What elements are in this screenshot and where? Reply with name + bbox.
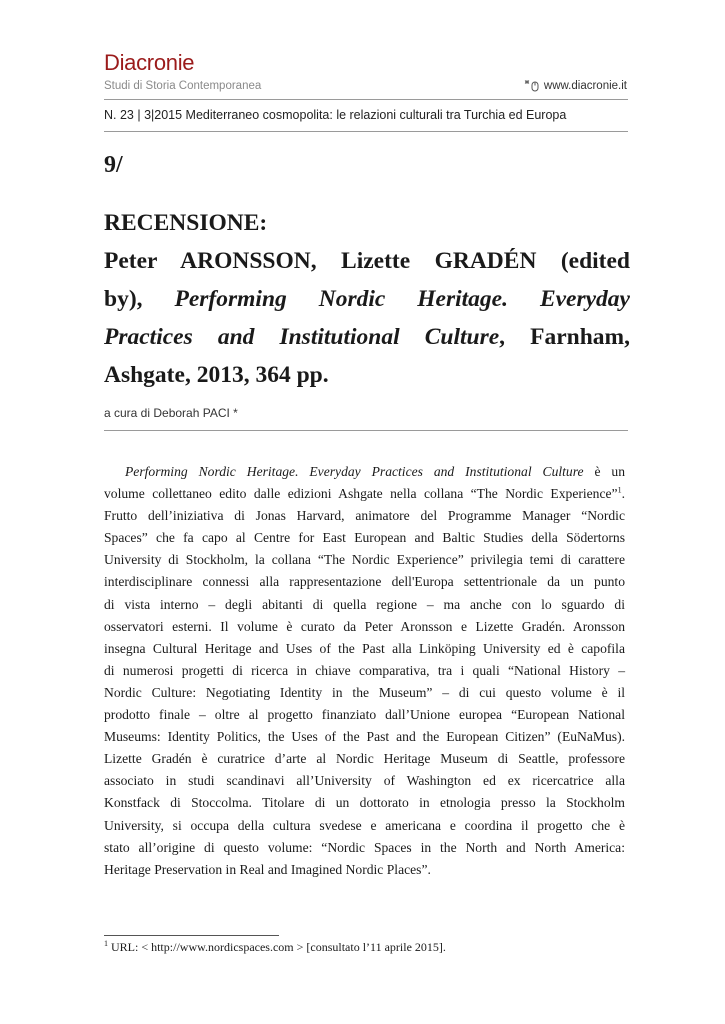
footnote (104, 940, 446, 955)
body-line: Konstfack di Stoccolma. Titolare di un dottorato in etnologia presso la Stockholm (104, 795, 625, 811)
title-line-4: Practices and Institutional Culture, Farnham, (104, 324, 630, 350)
footnote-text: URL: < http://www.nordicspaces.com > [consultato l’11 aprile 2015]. (108, 940, 446, 954)
issue-divider (104, 131, 628, 132)
journal-subtitle: Studi di Storia Contemporanea (104, 80, 262, 92)
body-paragraph (104, 461, 625, 881)
body-line: stato all’origine di questo volume: “Nordic Spaces in the North and North America: (104, 839, 625, 855)
footnote-marker: 1 (104, 939, 108, 948)
article-title (104, 204, 630, 394)
footnote-divider (104, 935, 279, 936)
issue-line: N. 23 | 3|2015 Mediterraneo cosmopolita: le relazioni culturali tra Turchia ed Europa (104, 108, 567, 122)
book-title-part-2: Practices and Institutional Culture (104, 324, 500, 350)
body-line: di numerosi progetti di ricerca in chiave comparativa, tra i quali “National History – (104, 662, 625, 678)
footnote-ref[interactable]: 1 (617, 485, 622, 495)
website-link[interactable] (524, 80, 627, 92)
body-line: Frutto dell’iniziativa di Jonas Harvard, animatore del Programme Manager “Nordic (104, 508, 625, 524)
body-line: osservatori esterni. Il volume è curato da Peter Aronsson e Lizette Gradén. Aronsson (104, 618, 625, 634)
body-line: insegna Cultural Heritage and Uses of the Past alla Linköping University ed è capofila (104, 640, 625, 656)
body-line: Spaces” che fa capo al Centre for East European and Baltic Studies della Södertorns (104, 530, 625, 546)
book-title-part-1: Performing Nordic Heritage. Everyday (174, 286, 630, 312)
body-line: Lizette Gradén è curatrice d’arte al Nordic Heritage Museum di Seattle, professore (104, 751, 625, 767)
title-line-2: Peter ARONSSON, Lizette GRADÉN (edited (104, 248, 630, 274)
author-divider (104, 430, 628, 431)
journal-brand: Diacronie (104, 50, 195, 75)
body-line: interdisciplinare connessi alla rappresentazione dell'Europa settentrionale da un punto (104, 574, 625, 590)
article-number: 9/ (104, 152, 123, 178)
body-line: University di Stockholm, la collana “The Nordic Experience” privilegia temi di carattere (104, 552, 625, 568)
mouse-pointer-icon (524, 80, 540, 92)
body-line: associato in studi scandinavi all’University of Washington ed ex ricercatrice alla (104, 773, 625, 789)
body-line: volume collettaneo edito dalle edizioni Ashgate nella collana “The Nordic Experience”$^1$. (104, 485, 625, 502)
header-divider (104, 99, 628, 100)
body-line: University, si occupa della cultura svedese e americana e coordina il progetto che è (104, 817, 625, 833)
title-line-1: RECENSIONE: (104, 210, 268, 236)
body-line: Performing Nordic Heritage. Everyday Practices and Institutional Culture è un (125, 464, 625, 479)
body-line: prodotto finale – oltre al progetto finanziato dall’Unione europea “European National (104, 707, 625, 723)
body-line: Nordic Culture: Negotiating Identity in the Museum” – di cui questo volume è il (104, 684, 625, 700)
title-line-3: by), Performing Nordic Heritage. Everyday (104, 286, 630, 312)
body-line: di vista interno – degli abitanti di quella regione – ma anche con lo sguardo di (104, 596, 625, 612)
body-line: Museums: Identity Politics, the Uses of the Past and the European Citizen” (EuNaMus). (104, 729, 625, 745)
review-author: a cura di Deborah PACI * (104, 406, 238, 420)
website-url: www.diacronie.it (543, 80, 627, 92)
body-line: Heritage Preservation in Real and Imagined Nordic Places”. (104, 861, 431, 877)
title-line-5: Ashgate, 2013, 364 pp. (104, 362, 329, 388)
